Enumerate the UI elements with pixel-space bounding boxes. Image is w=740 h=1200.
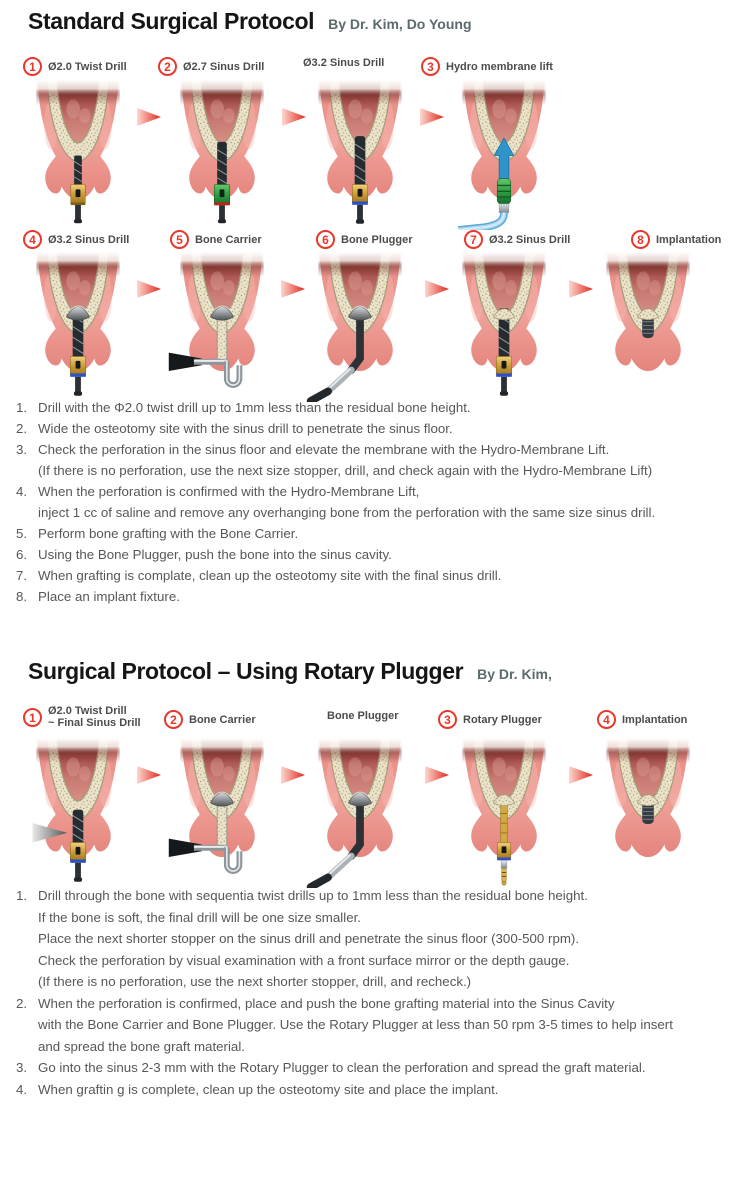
instruction-line: Check the perforation by visual examination with a front surface mirror or the depth gauge. [38, 952, 570, 968]
arrow-right-icon [568, 764, 594, 786]
section2-byline: By Dr. Kim, [477, 666, 552, 682]
step-label-line1: Ø2.0 Twist Drill [48, 705, 127, 717]
instruction-number: 1. [16, 400, 28, 415]
instruction-line: Using the Bone Plugger, push the bone into the sinus cavity. [38, 547, 392, 562]
instruction-line: Drill with the Φ2.0 twist drill up to 1mm less than the residual bone height. [38, 400, 471, 415]
step-label-2b [303, 57, 384, 69]
step-label-text: Hydro membrane lift [446, 60, 553, 73]
instruction-line: and spread the bone graft material. [38, 1038, 245, 1054]
figure-bone-carrier [168, 252, 276, 402]
instruction-line: Place an implant fixture. [38, 589, 180, 604]
section1-byline: By Dr. Kim, Do Young [328, 16, 472, 32]
arrow-right-icon [136, 106, 162, 128]
step-number-badge: 8 [631, 230, 650, 249]
instruction-number: 2. [16, 421, 28, 436]
instruction-line: When graftin g is complete, clean up the osteotomy site and place the implant. [38, 1081, 499, 1097]
step-number-badge: 4 [23, 230, 42, 249]
step2-label-2 [164, 710, 256, 729]
step-number-badge: 5 [170, 230, 189, 249]
step-label-text: Bone Plugger [341, 233, 413, 246]
instruction-item [14, 481, 736, 523]
instruction-number: 3. [16, 442, 28, 457]
section2-header [28, 658, 552, 685]
arrow-right-icon [424, 764, 450, 786]
step-number-badge: 6 [316, 230, 335, 249]
section2-instructions [14, 885, 736, 1100]
section1-title: Standard Surgical Protocol [28, 8, 315, 34]
step-label-text: Ø2.0 Twist Drill [48, 60, 127, 73]
instruction-line: inject 1 cc of saline and remove any overhanging bone from the perforation with the same size sinus drill. [38, 505, 656, 520]
instruction-line: When the perforation is confirmed with the Hydro-Membrane Lift, [38, 484, 420, 499]
step2-label-1 [23, 706, 141, 729]
instruction-item [14, 544, 736, 565]
instruction-number: 2. [16, 995, 28, 1011]
instruction-number: 1. [16, 888, 28, 903]
section1-header [28, 8, 472, 35]
arrow-right-icon [568, 278, 594, 300]
arrow-right-icon [280, 764, 306, 786]
step-label-1 [23, 57, 127, 76]
instruction-item [14, 885, 736, 993]
instruction-line: (If there is no perforation, use the next size stopper, drill, and check again with the Hydro-Membrane Lift) [38, 463, 653, 478]
figure2-twist-final-drill [24, 738, 132, 888]
arrow-right-icon [136, 278, 162, 300]
step-label-text: Rotary Plugger [463, 713, 542, 726]
figure2-rotary-plugger [450, 738, 558, 888]
step-label-7 [464, 230, 570, 249]
instruction-line: Perform bone grafting with the Bone Carrier. [38, 526, 299, 541]
step-number-badge: 1 [23, 708, 42, 727]
instruction-line: Place the next shorter stopper on the sinus drill and penetrate the sinus floor (300-500 rpm). [38, 931, 580, 946]
step-label-3 [421, 57, 553, 76]
instruction-item [14, 1057, 736, 1079]
instruction-line: with the Bone Carrier and Bone Plugger. Use the Rotary Plugger at less than 50 rpm 3-5 times to help insert [38, 1017, 673, 1032]
instruction-line: When the perforation is confirmed, place and push the bone grafting material into the Sinus Cavity [38, 995, 615, 1011]
instruction-number: 3. [16, 1060, 28, 1075]
instruction-line: When grafting is complate, clean up the osteotomy site with the final sinus drill. [38, 568, 502, 583]
step2-label-3 [438, 710, 542, 729]
instruction-number: 6. [16, 547, 28, 562]
instruction-item [14, 418, 736, 439]
instruction-line: Check the perforation in the sinus floor and elevate the membrane with the Hydro-Membrane Lift. [38, 442, 610, 457]
step-number-badge: 3 [421, 57, 440, 76]
step2-label-4 [597, 710, 687, 729]
figure-hydro-membrane-lift [450, 80, 558, 230]
step-number-badge: 4 [597, 710, 616, 729]
figure-twist-drill-20 [24, 80, 132, 230]
step-label-4 [23, 230, 129, 249]
figure-sinus-drill-32 [306, 80, 414, 230]
step-label-6 [316, 230, 413, 249]
instruction-line: If the bone is soft, the final drill will be one size smaller. [38, 909, 361, 925]
figure-sinus-drill-27 [168, 80, 276, 230]
arrow-right-icon [281, 106, 307, 128]
step-label-5 [170, 230, 262, 249]
figure-implantation [594, 252, 702, 402]
step-label-text: Ø3.2 Sinus Drill [48, 233, 130, 246]
step-label-line2: ~ Final Sinus Drill [48, 716, 141, 729]
instruction-item [14, 1079, 736, 1101]
instruction-number: 4. [16, 1081, 28, 1097]
instruction-item [14, 439, 736, 481]
step-label-text: Bone Carrier [195, 233, 262, 246]
arrow-right-icon [419, 106, 445, 128]
instruction-item [14, 586, 736, 607]
figure2-implantation [594, 738, 702, 888]
arrow-right-icon [280, 278, 306, 300]
step-number-badge: 3 [438, 710, 457, 729]
instruction-item [14, 523, 736, 544]
instruction-number: 5. [16, 526, 28, 541]
figure2-bone-carrier [168, 738, 276, 888]
instruction-item [14, 565, 736, 586]
step-label-text: Implantation [656, 233, 722, 246]
step-number-badge: 7 [464, 230, 483, 249]
figure-final-sinus-drill [450, 252, 558, 402]
step-number-badge: 2 [158, 57, 177, 76]
step-label-text: Bone Carrier [189, 713, 256, 726]
instruction-line: Wide the osteotomy site with the sinus drill to penetrate the sinus floor. [38, 421, 453, 436]
instruction-item [14, 397, 736, 418]
step-label-text: Implantation [622, 713, 688, 726]
arrow-right-icon [424, 278, 450, 300]
step-label-text [48, 706, 141, 729]
step-number-badge: 1 [23, 57, 42, 76]
instruction-number: 4. [16, 484, 28, 499]
instruction-item [14, 993, 736, 1058]
step-label-8 [631, 230, 721, 249]
instruction-line: (If there is no perforation, use the next shorter stopper, drill, and recheck.) [38, 974, 472, 989]
instruction-line: Go into the sinus 2-3 mm with the Rotary Plugger to clean the perforation and spread the graft material. [38, 1060, 646, 1075]
step-label-text: Ø3.2 Sinus Drill [303, 57, 385, 69]
step-label-text: Ø2.7 Sinus Drill [183, 60, 265, 73]
figure-bone-plugger [306, 252, 414, 402]
section2-title: Surgical Protocol – Using Rotary Plugger [28, 658, 464, 684]
instruction-number: 8. [16, 589, 28, 604]
instruction-number: 7. [16, 568, 28, 583]
instruction-line: Drill through the bone with sequentia twist drills up to 1mm less than the residual bone height. [38, 888, 588, 903]
step2-label-2b [327, 710, 399, 722]
figure-sinus-drill-membrane [24, 252, 132, 402]
step-label-text: Bone Plugger [327, 710, 399, 722]
step-label-2 [158, 57, 264, 76]
step-number-badge: 2 [164, 710, 183, 729]
arrow-right-icon [136, 764, 162, 786]
section1-instructions [14, 397, 736, 607]
step-label-text: Ø3.2 Sinus Drill [489, 233, 571, 246]
figure2-bone-plugger [306, 738, 414, 888]
